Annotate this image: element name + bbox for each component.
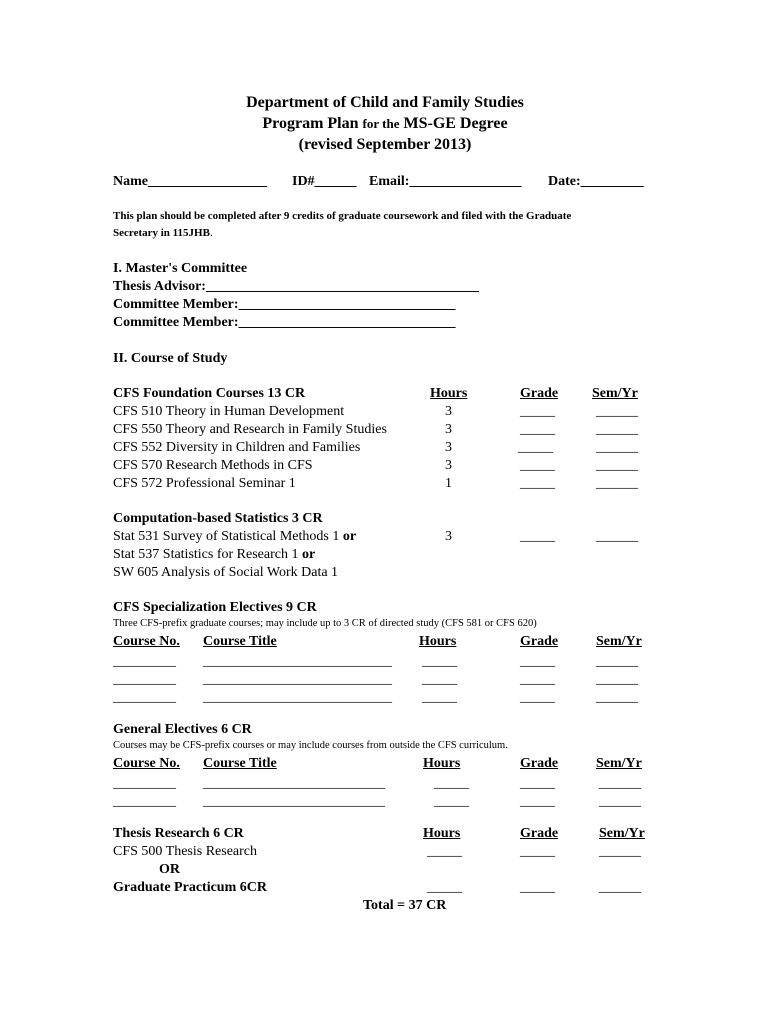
section-committee-heading: I. Master's Committee	[113, 261, 248, 276]
general-semyr-blank[interactable]: ______	[599, 776, 641, 791]
page-subtitle	[0, 115, 770, 133]
specialization-course-no-header: Course No.	[113, 634, 180, 649]
section-course-study-heading: II. Course of Study	[113, 351, 228, 366]
committee-member-field-2[interactable]: Committee Member:_______________________________	[113, 315, 456, 330]
thesis-semyr-blank[interactable]: ______	[599, 844, 641, 859]
statistics-option-1	[113, 529, 356, 545]
thesis-semyr-header: Sem/Yr	[599, 826, 645, 841]
specialization-hours-blank[interactable]: _____	[422, 654, 457, 669]
statistics-hours: 3	[445, 529, 452, 544]
subtitle-part-c: MS-GE Degree	[403, 115, 508, 132]
general-hours-blank[interactable]: _____	[434, 776, 469, 791]
foundation-grade-header: Grade	[520, 386, 559, 401]
foundation-semyr-header: Sem/Yr	[592, 386, 638, 401]
specialization-heading: CFS Specialization Electives 9 CR	[113, 600, 317, 615]
statistics-option-1-text: Stat 531 Survey of Statistical Methods 1	[113, 529, 340, 544]
subtitle-part-a: Program Plan	[262, 115, 359, 132]
general-grade-blank[interactable]: _____	[520, 776, 555, 791]
general-course-no-blank[interactable]: _________	[113, 794, 176, 809]
foundation-course: CFS 510 Theory in Human Development	[113, 404, 345, 419]
email-field[interactable]: Email:________________	[369, 174, 522, 189]
specialization-grade-blank[interactable]: _____	[520, 654, 555, 669]
specialization-hours-blank[interactable]: _____	[422, 690, 457, 705]
specialization-course-title-blank[interactable]: ___________________________	[203, 654, 392, 669]
foundation-hours: 3	[445, 458, 452, 473]
thesis-grade-header: Grade	[520, 826, 559, 841]
general-semyr-header: Sem/Yr	[596, 756, 642, 771]
date-field[interactable]: Date:_________	[548, 174, 644, 189]
thesis-grade-blank[interactable]: _____	[520, 844, 555, 859]
thesis-hours-header: Hours	[423, 826, 461, 841]
general-course-title-blank[interactable]: __________________________	[203, 776, 385, 791]
specialization-note: Three CFS-prefix graduate courses; may include up to 3 CR of directed study (CFS 581 or CFS 620)	[113, 618, 537, 629]
general-electives-heading: General Electives 6 CR	[113, 722, 252, 737]
total-credits: Total = 37 CR	[363, 898, 447, 913]
foundation-course: CFS 570 Research Methods in CFS	[113, 458, 313, 473]
thesis-heading: Thesis Research 6 CR	[113, 826, 244, 841]
id-field[interactable]: ID#______	[292, 174, 357, 189]
thesis-option-2: Graduate Practicum 6CR	[113, 880, 267, 895]
specialization-course-no-blank[interactable]: _________	[113, 654, 176, 669]
statistics-heading: Computation-based Statistics 3 CR	[113, 511, 323, 526]
name-field[interactable]: Name_________________	[113, 174, 267, 189]
thesis-advisor-field[interactable]: Thesis Advisor:_______________________________________	[113, 279, 479, 294]
foundation-hours: 3	[445, 404, 452, 419]
foundation-grade-blank[interactable]: _____	[520, 404, 555, 419]
foundation-course: CFS 572 Professional Seminar 1	[113, 476, 296, 491]
foundation-hours: 3	[445, 422, 452, 437]
committee-member-field-1[interactable]: Committee Member:_______________________________	[113, 297, 456, 312]
foundation-semyr-blank[interactable]: ______	[596, 476, 638, 491]
general-course-no-blank[interactable]: _________	[113, 776, 176, 791]
foundation-hours: 3	[445, 440, 452, 455]
specialization-grade-blank[interactable]: _____	[520, 690, 555, 705]
instruction-line-2-end: .	[209, 227, 213, 239]
specialization-grade-blank[interactable]: _____	[520, 672, 555, 687]
general-course-no-header: Course No.	[113, 756, 180, 771]
foundation-grade-blank[interactable]: _____	[520, 476, 555, 491]
specialization-course-title-blank[interactable]: ___________________________	[203, 690, 392, 705]
thesis-hours-blank[interactable]: _____	[427, 844, 462, 859]
revision-date: (revised September 2013)	[298, 136, 472, 153]
foundation-course: CFS 550 Theory and Research in Family Studies	[113, 422, 387, 437]
thesis-option-1: CFS 500 Thesis Research	[113, 844, 258, 859]
foundation-grade-blank[interactable]: _____	[518, 440, 553, 455]
specialization-semyr-blank[interactable]: ______	[596, 690, 638, 705]
specialization-semyr-header: Sem/Yr	[596, 634, 642, 649]
specialization-semyr-blank[interactable]: ______	[596, 672, 638, 687]
specialization-grade-header: Grade	[520, 634, 559, 649]
general-course-title-blank[interactable]: __________________________	[203, 794, 385, 809]
practicum-hours-blank[interactable]: _____	[427, 880, 462, 895]
foundation-semyr-blank[interactable]: ______	[596, 458, 638, 473]
general-semyr-blank[interactable]: ______	[599, 794, 641, 809]
practicum-grade-blank[interactable]: _____	[520, 880, 555, 895]
foundation-semyr-blank[interactable]: ______	[596, 422, 638, 437]
general-grade-blank[interactable]: _____	[520, 794, 555, 809]
foundation-heading: CFS Foundation Courses 13 CR	[113, 386, 306, 401]
subtitle-part-b: for the	[362, 116, 400, 131]
foundation-grade-blank[interactable]: _____	[520, 458, 555, 473]
specialization-course-title-blank[interactable]: ___________________________	[203, 672, 392, 687]
specialization-course-no-blank[interactable]: _________	[113, 672, 176, 687]
foundation-course: CFS 552 Diversity in Children and Families	[113, 440, 361, 455]
foundation-semyr-blank[interactable]: ______	[596, 404, 638, 419]
statistics-or-1: or	[342, 529, 357, 544]
specialization-hours-blank[interactable]: _____	[422, 672, 457, 687]
general-hours-blank[interactable]: _____	[434, 794, 469, 809]
instruction-line-2-text: Secretary in 115JHB	[113, 227, 210, 239]
specialization-semyr-blank[interactable]: ______	[596, 654, 638, 669]
foundation-hours: 1	[445, 476, 452, 491]
specialization-course-title-header: Course Title	[203, 634, 277, 649]
foundation-grade-blank[interactable]: _____	[520, 422, 555, 437]
general-electives-note: Courses may be CFS-prefix courses or may include courses from outside the CFS curriculum.	[113, 740, 508, 751]
instruction-line-1: This plan should be completed after 9 credits of graduate coursework and filed with the Graduate	[113, 210, 572, 222]
statistics-semyr-blank[interactable]: ______	[596, 529, 638, 544]
instruction-line-2	[113, 227, 213, 239]
practicum-semyr-blank[interactable]: ______	[599, 880, 641, 895]
statistics-option-2-text: Stat 537 Statistics for Research 1	[113, 547, 299, 562]
general-course-title-header: Course Title	[203, 756, 277, 771]
foundation-semyr-blank[interactable]: ______	[596, 440, 638, 455]
general-hours-header: Hours	[423, 756, 461, 771]
statistics-or-2: or	[301, 547, 316, 562]
specialization-hours-header: Hours	[419, 634, 457, 649]
statistics-grade-blank[interactable]: _____	[520, 529, 555, 544]
page-title: Department of Child and Family Studies	[246, 94, 524, 111]
general-grade-header: Grade	[520, 756, 559, 771]
statistics-option-2	[113, 547, 315, 563]
thesis-or: OR	[159, 862, 180, 877]
foundation-hours-header: Hours	[430, 386, 468, 401]
specialization-course-no-blank[interactable]: _________	[113, 690, 176, 705]
statistics-option-3: SW 605 Analysis of Social Work Data 1	[113, 565, 339, 580]
